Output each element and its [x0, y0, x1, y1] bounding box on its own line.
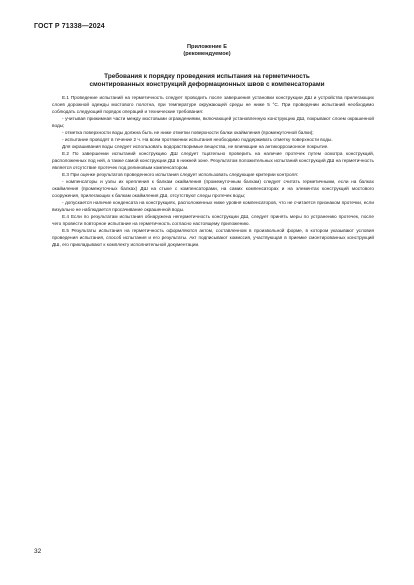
appendix-heading — [0, 44, 414, 58]
section-title-line-2: смонтированных конструкций деформационных швов с компенсаторами — [89, 81, 325, 88]
paragraph: Для окрашивания воды следует использовать водорастворимые вещества, не влияющие на антикоррозионное покрытие. — [62, 144, 329, 149]
appendix-status: (рекомендуемое) — [183, 51, 231, 57]
paragraph-e3: Е.3 При оценке результатов проведенного испытания следует использовать следующие критерии контроля: — [62, 172, 299, 177]
section-title-line-1: Требования к порядку проведения испытания на герметичность — [104, 73, 310, 80]
paragraph-e1: Е.1 Проведение испытаний на герметичность следует проводить после завершения установки конструкции ДШ и устройства прилегающих слоев дорожной одежды мостового полотна, при температуре окружающей среды не ниже 5 °С. При проведении испытаний необходимо соблюдать следующий порядок операций и технические требования: — [52, 95, 374, 114]
appendix-label: Приложение Е — [187, 44, 227, 50]
body-text — [52, 94, 374, 248]
paragraph-e5: Е.5 Результаты испытания на герметичность оформляются актом, составленном в произвольной форме, в котором указывают условия проведения испытания, способ испытания и его результаты. Акт подписывают комиссия, участвующая в приемке смонтированных конструкций ДШ, его прикладывают к комплекту исполнительной документации. — [52, 228, 374, 247]
section-title — [0, 73, 414, 89]
list-item: - компенсаторы и узлы их крепления к балкам окаймления (промежуточным балкам) следует считать герметичными, если на балках окаймления (промежуточных балках) ДШ на стыке с компенсаторами, на самих компенсаторах и на элементах конструкций мостового сооружения, прилегающих к балкам окаймления ДШ, отсутствуют следы протечек воды; — [52, 179, 374, 198]
list-item: - учитывая прижимная части между мостовыми ограждениями, включающей установленную конструкцию ДШ, покрывают слоем окрашенной воды; — [52, 116, 374, 128]
list-item: - отметка поверхности воды должна быть не ниже отметки поверхности балки окаймления (промежуточной балки); — [62, 130, 314, 135]
paragraph-e2: Е.2 По завершении испытаний конструкцию ДШ следует тщательно проверить на наличие протечек путем осмотра конструкций, расположенных под ней, а также самой конструкции ДШ в нижней зоне. Результатом положительных испытаний конструкций ДШ на герметичность является отсутствие протечек под релиновым компенсатором. — [52, 151, 374, 170]
paragraph-e4: Е.4 Если по результатам испытания обнаружена негерметичность конструкции ДШ, следует принять меры по устранению протечек, после чего провести повторное испытание на герметичность согласно настоящему приложению. — [52, 214, 374, 226]
standard-code-header: ГОСТ Р 71338—2024 — [34, 23, 105, 30]
list-item: - допускается наличие конденсата на конструкциях, расположенных ниже уровня компенсаторов, что не считается признаком протечки, если визуально не наблюдается просачивание окрашенной воды. — [52, 200, 374, 212]
page-number: 32 — [34, 548, 42, 555]
list-item: - испытание проводят в течение 2 ч. На всем протяжении испытания необходимо поддерживать отметку поверхности воды. — [62, 137, 333, 142]
